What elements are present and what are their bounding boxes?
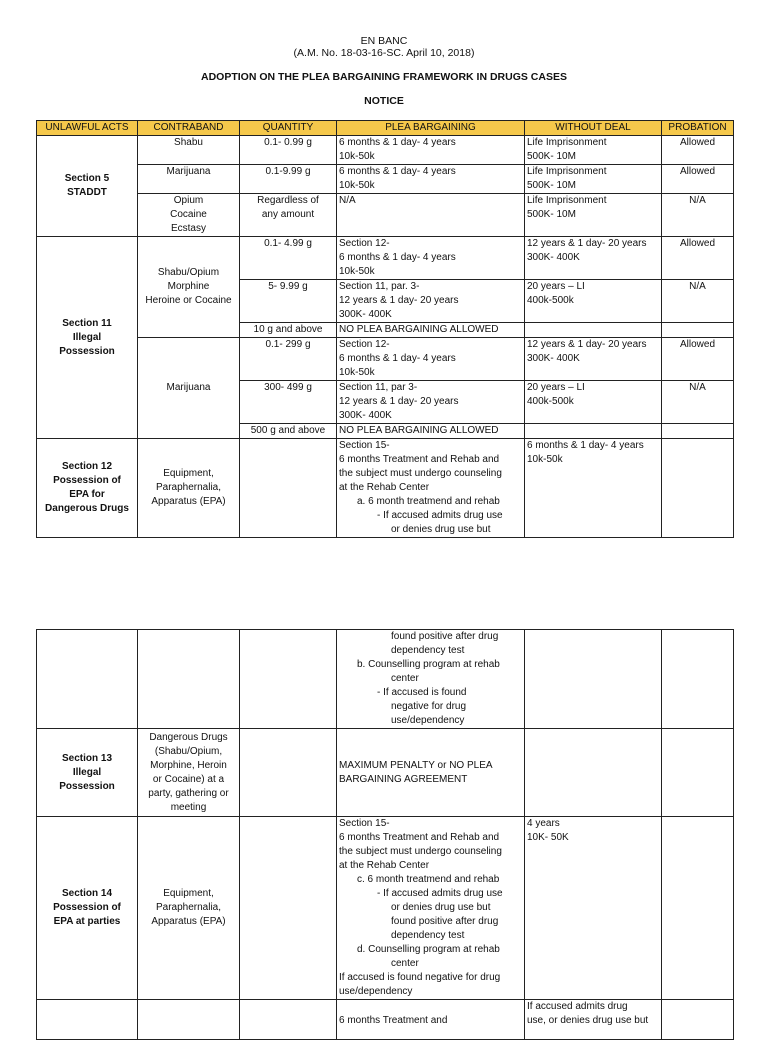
plea-cell: Section 11, par 3- 12 years & 1 day- 20 years 300K- 400K [337,381,525,424]
plea-cell: 6 months & 1 day- 4 years 10k-50k [337,165,525,194]
plea-cell: Section 15- 6 months Treatment and Rehab and the subject must undergo counseling at the Rehab Center a. 6 month treatmend and rehab - If accused admits drug use or denies drug use but [337,439,525,538]
table-row [37,1000,734,1040]
act-cell [37,630,138,729]
probation-cell: Allowed [662,165,734,194]
probation-cell: Allowed [662,338,734,381]
probation-cell: Allowed [662,136,734,165]
plea-cell: 6 months & 1 day- 4 years 10k-50k [337,136,525,165]
contraband-cell [138,1000,240,1040]
quantity-cell: 500 g and above [240,424,337,439]
quantity-cell [240,1000,337,1040]
table-row [37,165,734,194]
table-row [37,817,734,1000]
deal-cell [525,323,662,338]
contraband-cell [138,630,240,729]
quantity-cell: 5- 9.99 g [240,280,337,323]
plea-cell: MAXIMUM PENALTY or NO PLEA BARGAINING AGREEMENT [337,729,525,817]
quantity-cell: 0.1- 299 g [240,338,337,381]
table-row [37,630,734,729]
quantity-cell [240,630,337,729]
act-section-5: Section 5 STADDT [37,136,138,237]
quantity-cell: 0.1-9.99 g [240,165,337,194]
contraband-cell: Shabu [138,136,240,165]
table-row [37,338,734,381]
deal-cell: 20 years – LI 400k-500k [525,381,662,424]
quantity-cell: 0.1- 4.99 g [240,237,337,280]
contraband-cell: Opium Cocaine Ecstasy [138,194,240,237]
probation-cell: N/A [662,381,734,424]
quantity-cell: 300- 499 g [240,381,337,424]
table-row [37,237,734,280]
plea-cell: found positive after drug dependency test b. Counselling program at rehab center - If accused is found negative for drug use/dependency [337,630,525,729]
table-row [37,729,734,817]
probation-cell [662,729,734,817]
col-probation: PROBATION [662,121,734,136]
plea-cell: 6 months Treatment and [337,1000,525,1040]
notice-heading: NOTICE [364,95,404,107]
deal-cell [525,630,662,729]
plea-cell: NO PLEA BARGAINING ALLOWED [337,424,525,439]
probation-cell: Allowed [662,237,734,280]
document-title: ADOPTION ON THE PLEA BARGAINING FRAMEWORK IN DRUGS CASES [201,71,567,83]
probation-cell [662,439,734,538]
deal-cell [525,424,662,439]
col-plea-bargaining: PLEA BARGAINING [337,121,525,136]
col-unlawful-acts: UNLAWFUL ACTS [37,121,138,136]
table-header-row [37,121,734,136]
probation-cell [662,424,734,439]
deal-cell: Life Imprisonment 500K- 10M [525,165,662,194]
deal-cell: If accused admits drug use, or denies drug use but [525,1000,662,1040]
probation-cell [662,817,734,1000]
quantity-cell: Regardless of any amount [240,194,337,237]
col-quantity: QUANTITY [240,121,337,136]
probation-cell [662,630,734,729]
probation-cell [662,1000,734,1040]
case-reference: (A.M. No. 18-03-16-SC. April 10, 2018) [293,47,475,59]
plea-cell: Section 12- 6 months & 1 day- 4 years 10k-50k [337,237,525,280]
deal-cell: Life Imprisonment 500K- 10M [525,194,662,237]
col-contraband: CONTRABAND [138,121,240,136]
table-row [37,136,734,165]
quantity-cell: 10 g and above [240,323,337,338]
quantity-cell [240,729,337,817]
contraband-cell: Dangerous Drugs (Shabu/Opium, Morphine, Heroin or Cocaine) at a party, gathering or meeting [138,729,240,817]
plea-cell: Section 11, par. 3- 12 years & 1 day- 20 years 300K- 400K [337,280,525,323]
contraband-cell: Equipment, Paraphernalia, Apparatus (EPA) [138,439,240,538]
deal-cell: 6 months & 1 day- 4 years 10k-50k [525,439,662,538]
plea-bargaining-table-continued [36,629,734,1040]
table-row [37,439,734,538]
plea-cell: NO PLEA BARGAINING ALLOWED [337,323,525,338]
deal-cell: 12 years & 1 day- 20 years 300K- 400K [525,237,662,280]
contraband-cell: Marijuana [138,165,240,194]
plea-cell: N/A [337,194,525,237]
quantity-cell: 0.1- 0.99 g [240,136,337,165]
act-cell [37,1000,138,1040]
court-division: EN BANC [360,35,408,47]
plea-cell: Section 12- 6 months & 1 day- 4 years 10k-50k [337,338,525,381]
plea-cell: Section 15- 6 months Treatment and Rehab and the subject must undergo counseling at the Rehab Center c. 6 month treatmend and rehab - If accused admits drug use or denies drug use but found positive after drug dependency test d. Counselling program at rehab center If accused is found negative for drug use/dependency [337,817,525,1000]
probation-cell [662,323,734,338]
probation-cell: N/A [662,280,734,323]
act-section-14: Section 14 Possession of EPA at parties [37,817,138,1000]
deal-cell [525,729,662,817]
deal-cell: 12 years & 1 day- 20 years 300K- 400K [525,338,662,381]
quantity-cell [240,817,337,1000]
act-section-12: Section 12 Possession of EPA for Dangerous Drugs [37,439,138,538]
plea-bargaining-table [36,120,734,538]
probation-cell: N/A [662,194,734,237]
deal-cell: 4 years 10K- 50K [525,817,662,1000]
deal-cell: 20 years – LI 400k-500k [525,280,662,323]
contraband-cell: Equipment, Paraphernalia, Apparatus (EPA) [138,817,240,1000]
contraband-group-marijuana: Marijuana [138,338,240,439]
act-section-13: Section 13 Illegal Possession [37,729,138,817]
contraband-group-shabu: Shabu/Opium Morphine Heroine or Cocaine [138,237,240,338]
col-without-deal: WITHOUT DEAL [525,121,662,136]
act-section-11: Section 11 Illegal Possession [37,237,138,439]
quantity-cell [240,439,337,538]
deal-cell: Life Imprisonment 500K- 10M [525,136,662,165]
table-row [37,194,734,237]
